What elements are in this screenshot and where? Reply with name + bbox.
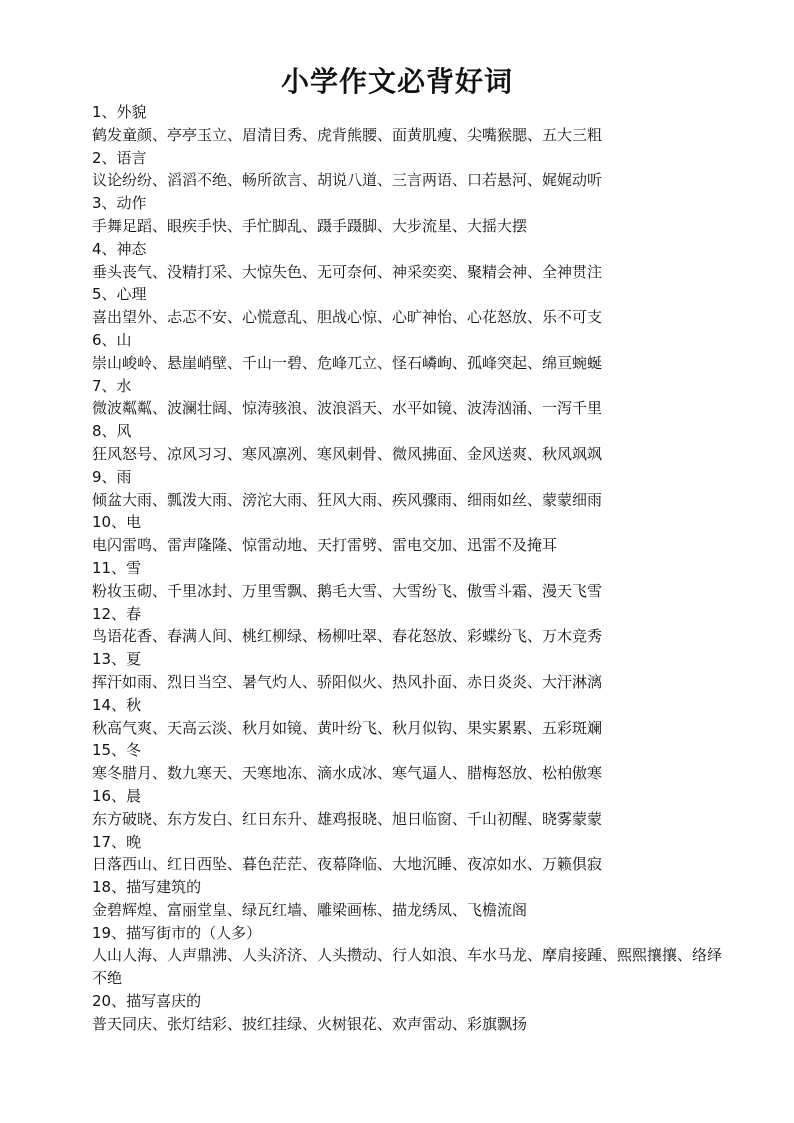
section-words: 倾盆大雨、瓢泼大雨、滂沱大雨、狂风大雨、疾风骤雨、细雨如丝、蒙蒙细雨 <box>92 490 603 509</box>
section-heading: 18、描写建筑的 <box>92 878 202 897</box>
section-morning <box>92 785 742 831</box>
section-heading: 11、雪 <box>92 558 142 577</box>
section-wind <box>92 420 742 466</box>
section-heading: 15、冬 <box>92 741 142 760</box>
section-heading: 2、语言 <box>92 148 147 167</box>
section-words: 日落西山、红日西坠、暮色茫茫、夜幕降临、大地沉睡、夜凉如水、万籁俱寂 <box>92 855 603 874</box>
section-heading: 13、夏 <box>92 650 142 669</box>
section-words: 狂风怒号、凉风习习、寒风凛冽、寒风刺骨、微风拂面、金风送爽、秋风飒飒 <box>92 444 603 463</box>
section-heading: 9、雨 <box>92 467 132 486</box>
section-winter <box>92 739 742 785</box>
section-words: 普天同庆、张灯结彩、披红挂绿、火树银花、欢声雷动、彩旗飘扬 <box>92 1014 528 1033</box>
section-words: 金碧辉煌、富丽堂皇、绿瓦红墙、雕梁画栋、描龙绣凤、飞檐流阁 <box>92 900 528 919</box>
section-appearance <box>92 101 742 147</box>
section-heading: 6、山 <box>92 330 132 349</box>
section-words: 人山人海、人声鼎沸、人头济济、人头攒动、行人如浪、车水马龙、摩肩接踵、熙熙攘攘、络绎不绝 <box>92 946 723 988</box>
section-words: 垂头丧气、没精打采、大惊失色、无可奈何、神采奕奕、聚精会神、全神贯注 <box>92 262 603 281</box>
section-words: 喜出望外、忐忑不安、心慌意乱、胆战心惊、心旷神怡、心花怒放、乐不可支 <box>92 308 603 327</box>
section-words: 微波粼粼、波澜壮阔、惊涛骇浪、波浪滔天、水平如镜、波涛汹涌、一泻千里 <box>92 399 603 418</box>
section-words: 秋高气爽、天高云淡、秋月如镜、黄叶纷飞、秋月似钩、果实累累、五彩斑斓 <box>92 718 603 737</box>
section-heading: 20、描写喜庆的 <box>92 992 202 1011</box>
section-words: 鸟语花香、春满人间、桃红柳绿、杨柳吐翠、春花怒放、彩蝶纷飞、万木竞秀 <box>92 627 603 646</box>
section-rain <box>92 466 742 512</box>
section-words: 崇山峻岭、悬崖峭壁、千山一碧、危峰兀立、怪石嶙峋、孤峰突起、绵亘蜿蜒 <box>92 353 603 372</box>
section-heading: 3、动作 <box>92 194 147 213</box>
section-heading: 17、晚 <box>92 832 142 851</box>
section-buildings <box>92 876 742 922</box>
section-snow <box>92 557 742 603</box>
section-celebration <box>92 990 742 1036</box>
section-mind <box>92 283 742 329</box>
section-heading: 14、秋 <box>92 695 142 714</box>
section-spring <box>92 603 742 649</box>
section-words: 寒冬腊月、数九寒天、天寒地冻、滴水成冰、寒气逼人、腊梅怒放、松柏傲寒 <box>92 764 603 783</box>
section-heading: 1、外貌 <box>92 103 147 121</box>
section-speech <box>92 147 742 193</box>
section-words: 粉妆玉砌、千里冰封、万里雪飘、鹅毛大雪、大雪纷飞、傲雪斗霜、漫天飞雪 <box>92 581 603 600</box>
section-streets <box>92 922 742 990</box>
section-heading: 12、春 <box>92 604 142 623</box>
section-autumn <box>92 694 742 740</box>
document-title: 小学作文必背好词 <box>280 65 513 98</box>
section-words: 手舞足蹈、眼疾手快、手忙脚乱、蹑手蹑脚、大步流星、大摇大摆 <box>92 216 528 235</box>
section-lightning <box>92 511 742 557</box>
section-words: 电闪雷鸣、雷声隆隆、惊雷动地、天打雷劈、雷电交加、迅雷不及掩耳 <box>92 536 558 555</box>
section-mountain <box>92 329 742 375</box>
section-water <box>92 375 742 421</box>
section-words: 议论纷纷、滔滔不绝、畅所欲言、胡说八道、三言两语、口若悬河、娓娓动听 <box>92 171 603 190</box>
section-heading: 7、水 <box>92 376 132 395</box>
section-action <box>92 192 742 238</box>
section-heading: 19、描写街市的（人多） <box>92 923 262 942</box>
section-words: 挥汗如雨、烈日当空、暑气灼人、骄阳似火、热风扑面、赤日炎炎、大汗淋漓 <box>92 672 603 691</box>
section-words: 东方破晓、东方发白、红日东升、雄鸡报晓、旭日临窗、千山初醒、晓雾蒙蒙 <box>92 809 603 828</box>
vocabulary-list <box>92 101 742 1036</box>
section-heading: 8、风 <box>92 422 132 441</box>
section-heading: 10、电 <box>92 513 142 532</box>
section-words: 鹤发童颜、亭亭玉立、眉清目秀、虎背熊腰、面黄肌瘦、尖嘴猴腮、五大三粗 <box>92 125 603 144</box>
section-expression <box>92 238 742 284</box>
section-evening <box>92 831 742 877</box>
section-summer <box>92 648 742 694</box>
section-heading: 5、心理 <box>92 285 147 304</box>
section-heading: 16、晨 <box>92 786 142 805</box>
section-heading: 4、神态 <box>92 239 147 258</box>
